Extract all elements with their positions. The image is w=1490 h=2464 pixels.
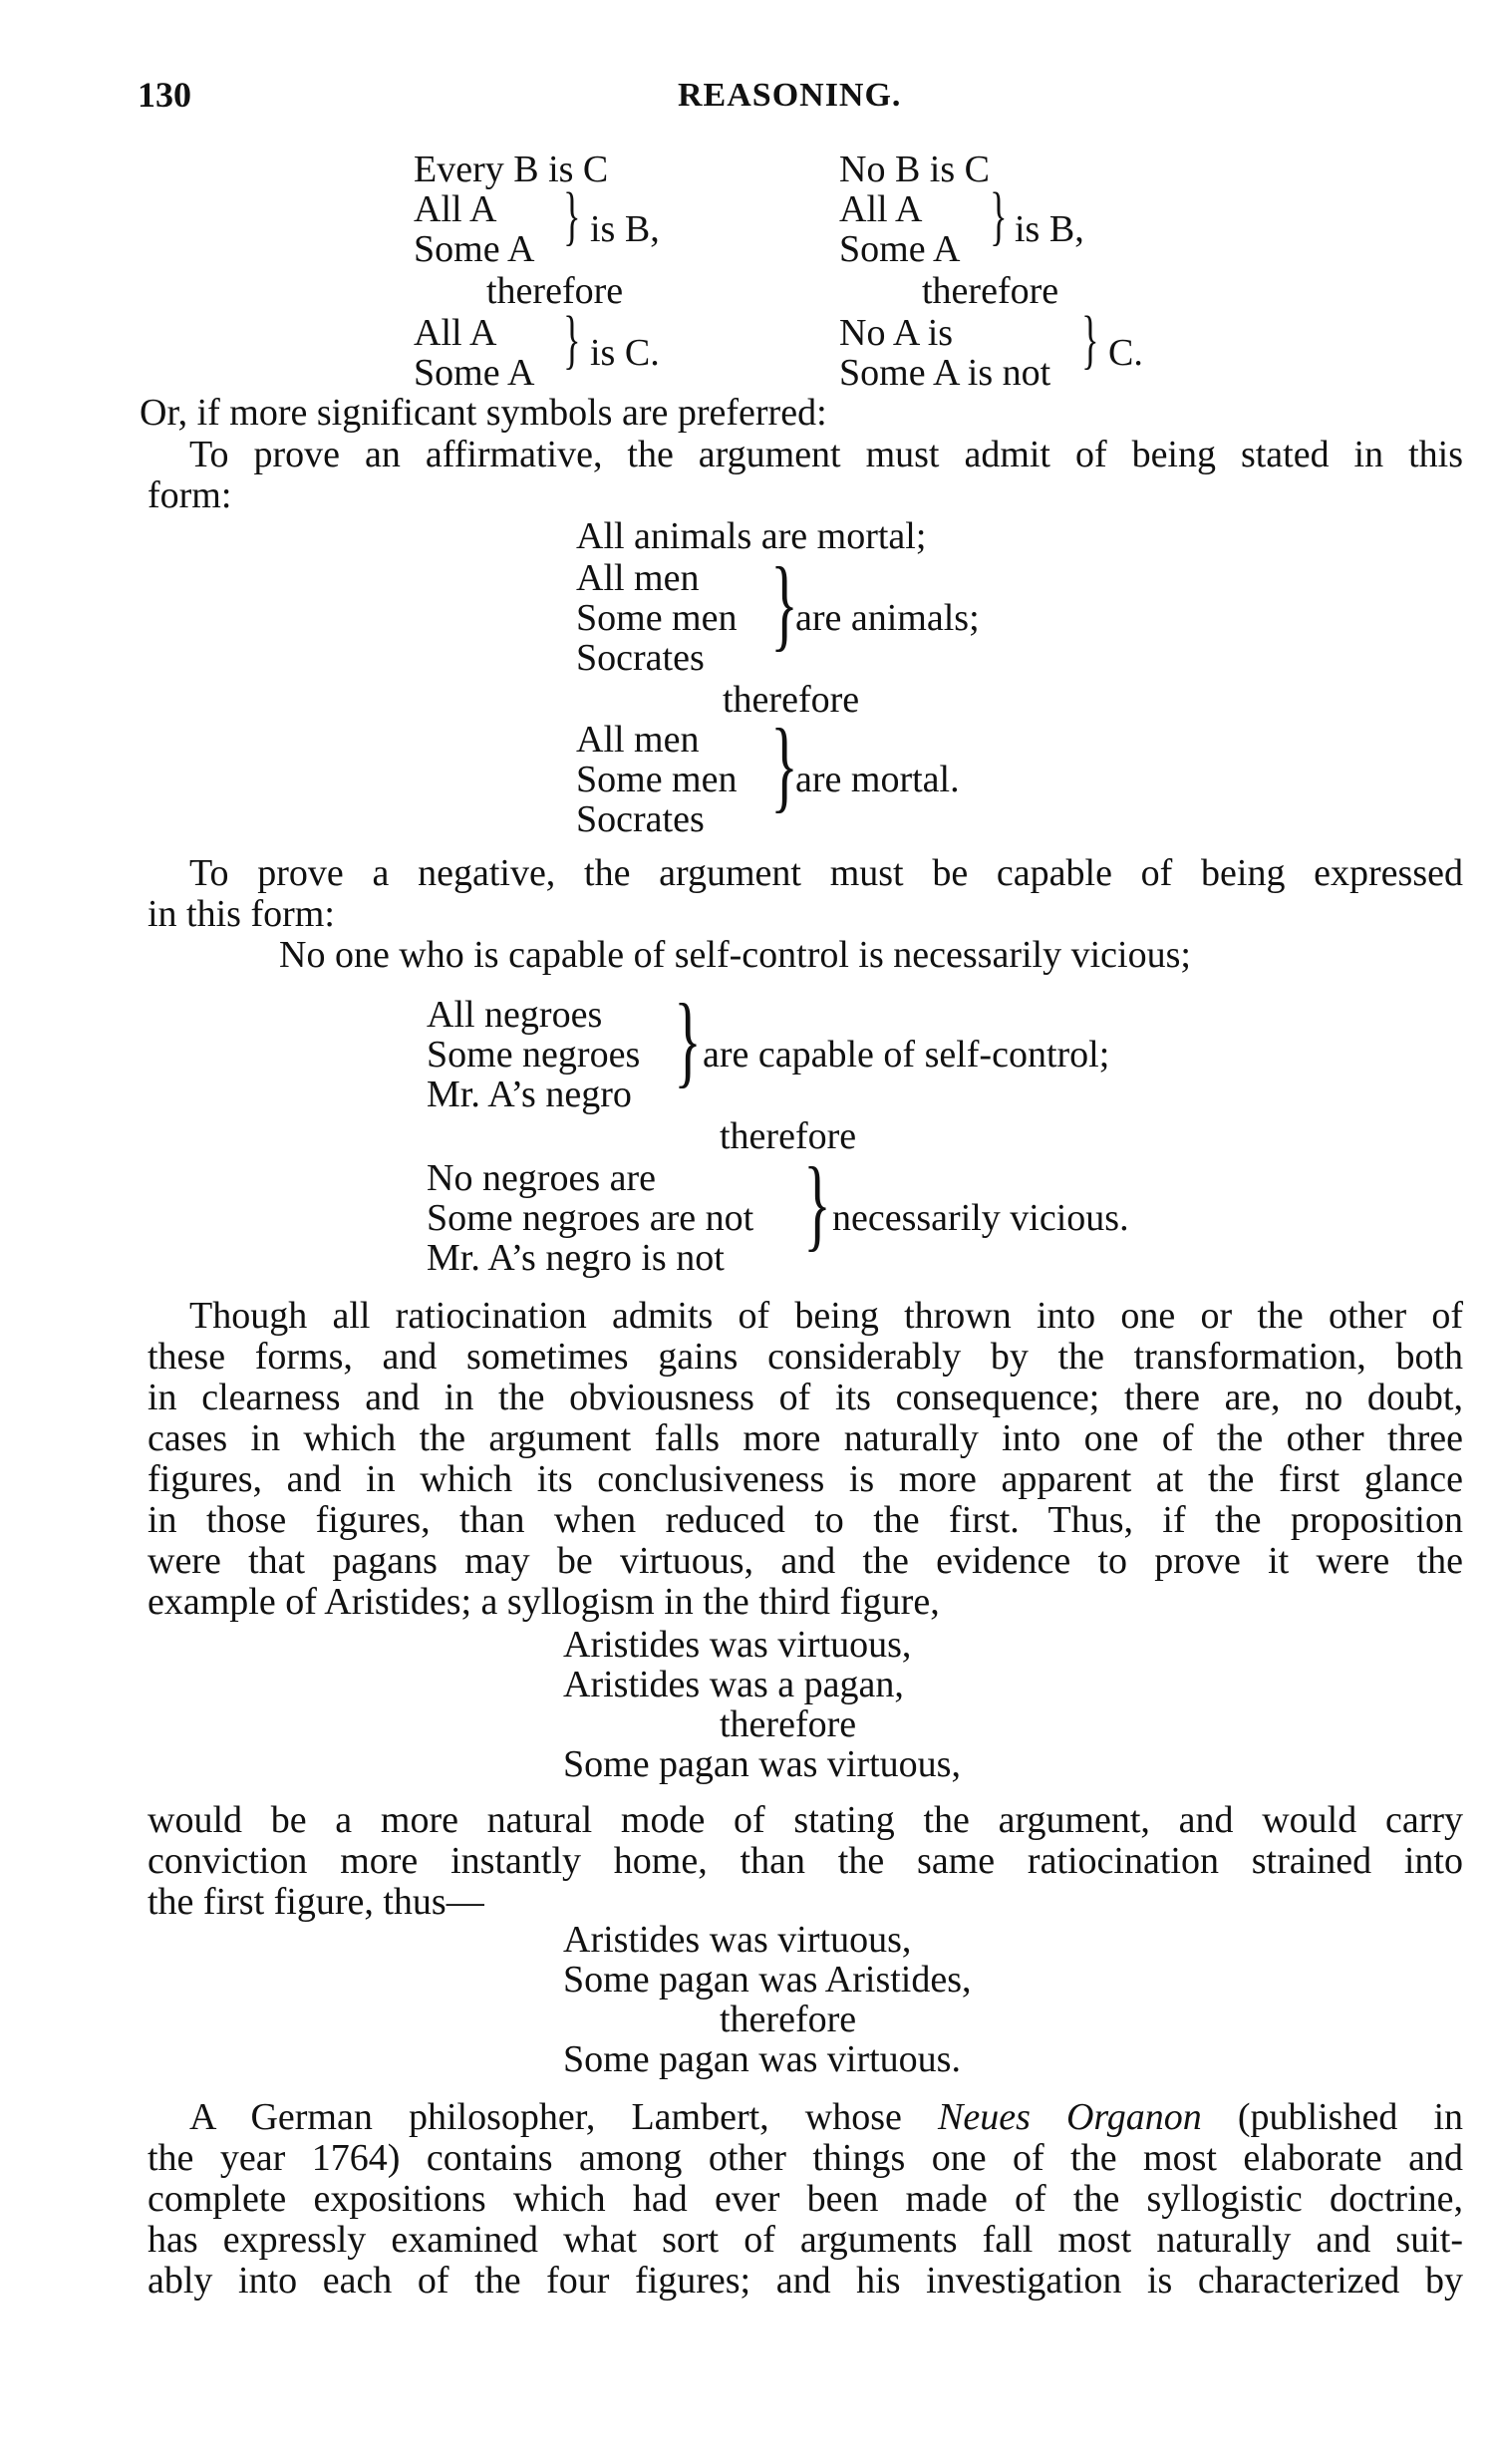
subject-line: Mr. A’s negro — [427, 1074, 632, 1115]
subject-line: All negroes — [427, 994, 603, 1036]
schema-line: Some A is not — [839, 352, 1051, 394]
book-title: Neues Organon — [938, 2096, 1202, 2138]
brace-icon: } — [770, 708, 798, 822]
subject-line: All men — [576, 557, 700, 599]
brace-icon: } — [990, 179, 1008, 252]
therefore-label: therefore — [922, 270, 1059, 312]
brace-icon: } — [563, 179, 581, 252]
therefore-label: therefore — [720, 1115, 857, 1157]
schema-predicate: is B, — [590, 208, 660, 250]
syllogism-line: Aristides was virtuous, — [563, 1919, 912, 1961]
predicate: are capable of self-control; — [703, 1034, 1110, 1076]
predicate: are mortal. — [795, 759, 960, 800]
schema-line: Some A — [414, 228, 535, 270]
schema-predicate: C. — [1108, 332, 1143, 374]
negative-intro: To prove a negative, the argument must be capable of being expressed in this form: — [148, 852, 1463, 935]
subject-line: All men — [576, 719, 700, 761]
syllogism-line: Aristides was virtuous, — [563, 1624, 912, 1666]
syllogism-line: Some pagan was virtuous, — [563, 1743, 961, 1785]
paragraph-lambert: A German philosopher, Lambert, whose Neues Organon (published in the year 1764) contains among other things one of the most elaborate and complete expositions which had ever been made of the syllogistic doctrine, has expressly examined what sort of arguments fall most naturally and suit- ably into each of the four figures; and his investigation is characterized by — [148, 2096, 1463, 2302]
schema-predicate: is C. — [590, 332, 660, 374]
or-line: Or, if more significant symbols are preferred: — [140, 392, 827, 434]
major-premise: No one who is capable of self-control is necessarily vicious; — [279, 934, 1191, 976]
syllogism-line: Aristides was a pagan, — [563, 1664, 904, 1705]
subject-line: Some men — [576, 759, 738, 800]
schema-predicate: is B, — [1015, 208, 1084, 250]
subject-line: Some men — [576, 597, 738, 639]
schema-line: No A is — [839, 312, 954, 354]
predicate: are animals; — [795, 597, 980, 639]
subject-line: Socrates — [576, 798, 705, 840]
predicate: necessarily vicious. — [832, 1197, 1129, 1239]
schema-line: All A — [839, 188, 923, 230]
schema-line: Some A — [414, 352, 535, 394]
schema-line: All A — [414, 188, 497, 230]
subject-line: Mr. A’s negro is not — [427, 1237, 725, 1279]
subject-line: No negroes are — [427, 1157, 657, 1199]
schema-line: All A — [414, 312, 497, 354]
brace-icon: } — [674, 983, 702, 1097]
subject-line: Some negroes are not — [427, 1197, 754, 1239]
therefore-label: therefore — [486, 270, 624, 312]
paragraph-ratiocination: Though all ratiocination admits of being thrown into one or the other of these forms, and sometimes gains considerably by the transformation, both in clearness and in the obviousness of its consequence; there are, no doubt, cases in which the argument falls more naturally into one of the other three figures, and in which its conclusiveness is more apparent at the first glance in those figures, than when reduced to the first. Thus, if the proposition were that pagans may be virtuous, and the evidence to prove it were the example of Aristides; a syllogism in the third figure, — [148, 1295, 1463, 1623]
therefore-label: therefore — [723, 679, 860, 721]
syllogism-line: Some pagan was Aristides, — [563, 1959, 972, 2001]
subject-line: Socrates — [576, 637, 705, 679]
therefore-label: therefore — [720, 1703, 857, 1745]
therefore-label: therefore — [720, 1999, 857, 2040]
brace-icon: } — [563, 303, 581, 376]
subject-line: Some negroes — [427, 1034, 641, 1076]
schema-line: No B is C — [839, 149, 990, 190]
paragraph-natural-mode: would be a more natural mode of stating the argument, and would carry conviction more instantly home, than the same ratiocination strained into the first figure, thus— — [148, 1799, 1463, 1923]
running-title: REASONING. — [678, 77, 902, 114]
affirmative-intro: To prove an affirmative, the argument must admit of being stated in this form: — [148, 434, 1463, 516]
major-premise: All animals are mortal; — [576, 515, 927, 557]
brace-icon: } — [770, 546, 798, 661]
brace-icon: } — [803, 1146, 831, 1261]
schema-line: Some A — [839, 228, 961, 270]
syllogism-line: Some pagan was virtuous. — [563, 2038, 961, 2080]
page-number: 130 — [138, 75, 191, 115]
schema-line: Every B is C — [414, 149, 609, 190]
brace-icon: } — [1081, 303, 1099, 376]
